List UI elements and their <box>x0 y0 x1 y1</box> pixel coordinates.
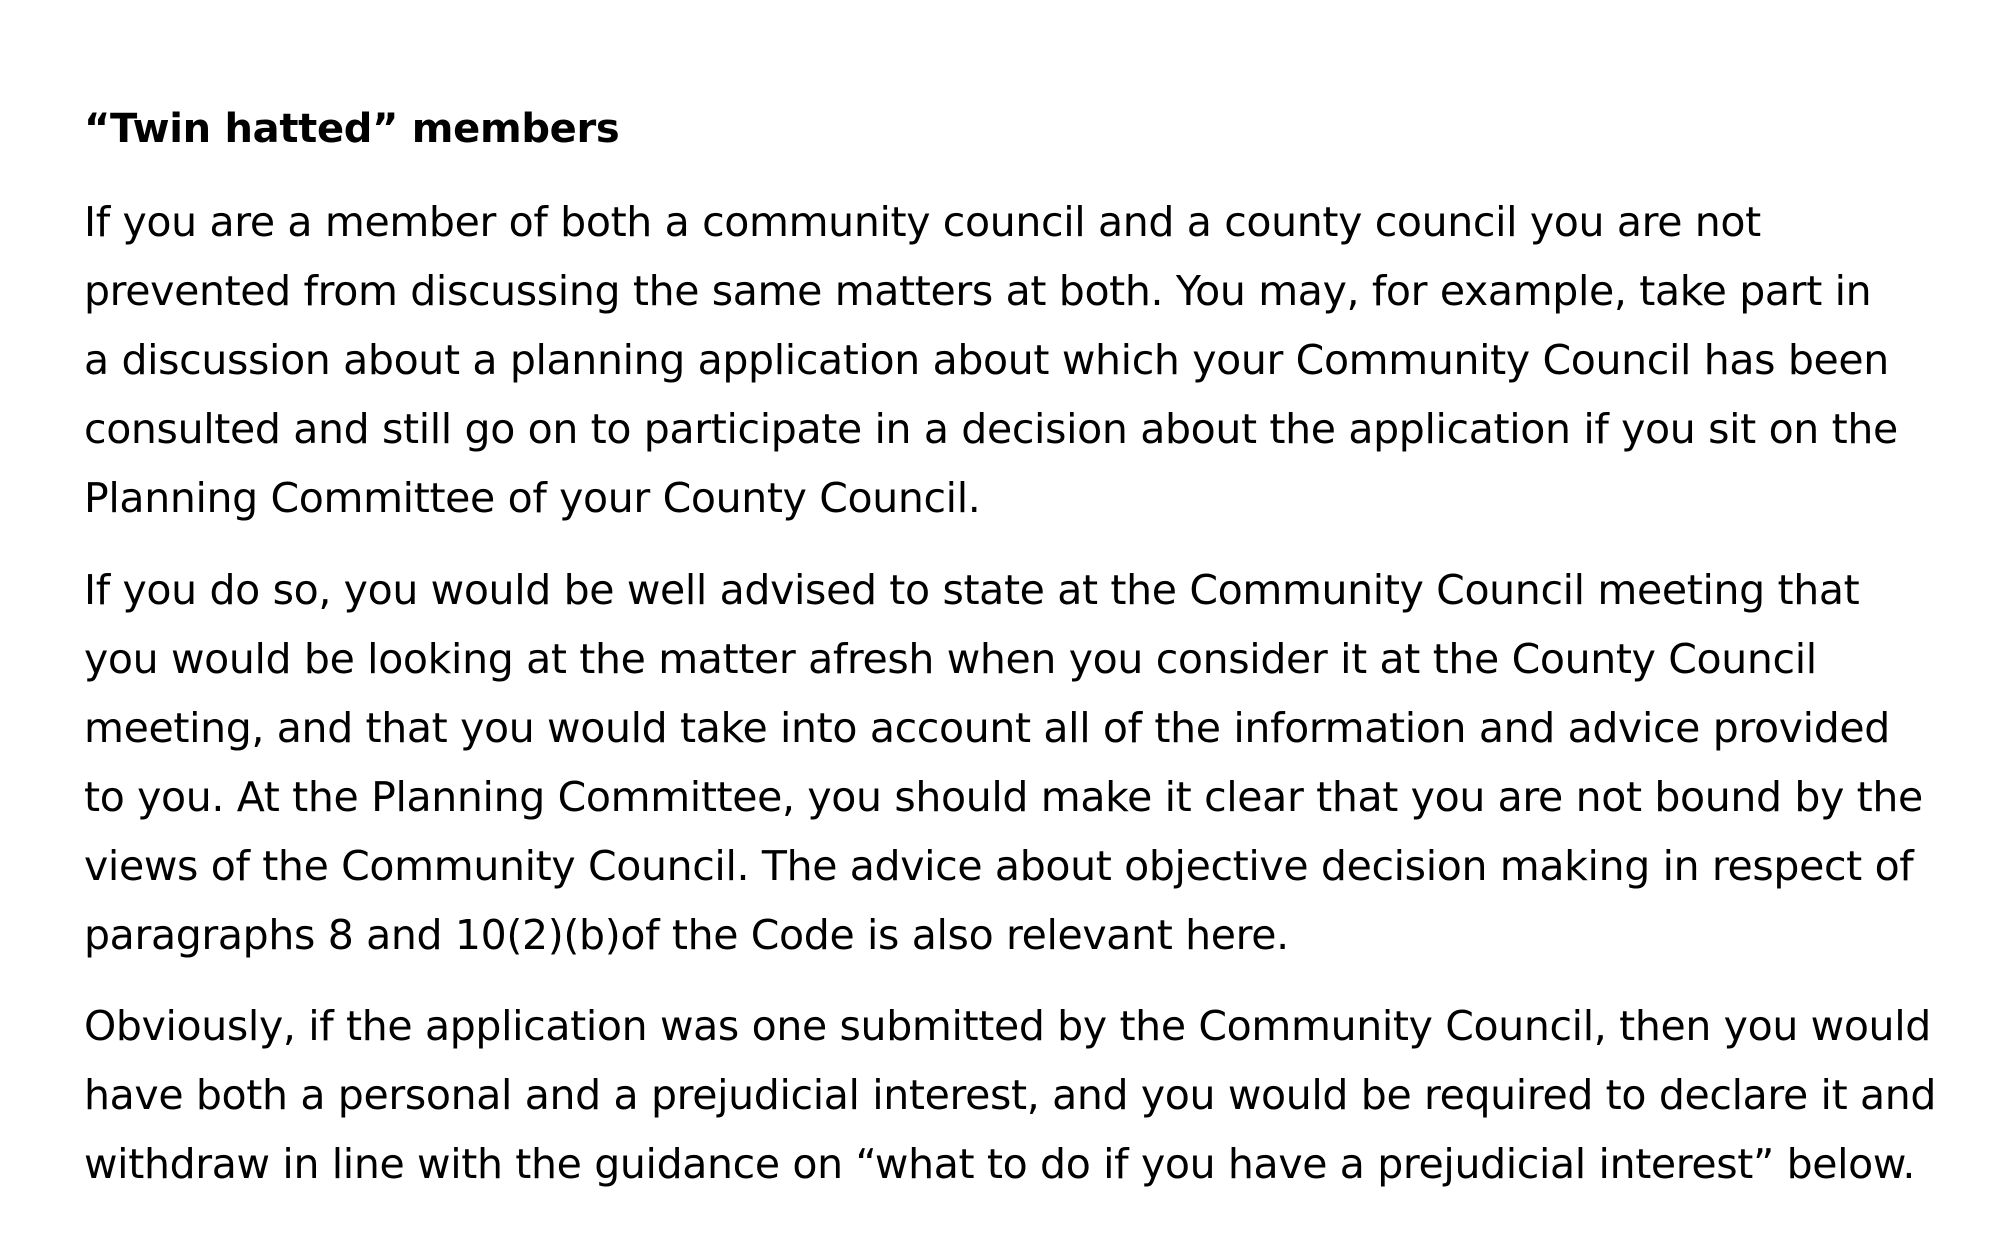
paragraph-line: views of the Community Council. The advice about objective decision making in respect of <box>84 842 1914 890</box>
paragraph-line: consulted and still go on to participate in a decision about the application if you sit on the <box>84 405 1898 453</box>
paragraph-3 <box>84 992 1966 1199</box>
paragraph-line: Planning Committee of your County Council. <box>84 474 981 522</box>
paragraph-2 <box>84 556 1966 970</box>
paragraph-line: you would be looking at the matter afresh when you consider it at the County Council <box>84 635 1817 683</box>
paragraph-line: meeting, and that you would take into account all of the information and advice provided <box>84 704 1890 752</box>
paragraph-line: to you. At the Planning Committee, you should make it clear that you are not bound by the <box>84 773 1923 821</box>
paragraph-line: Obviously, if the application was one submitted by the Community Council, then you would <box>84 1002 1931 1050</box>
paragraph-line: If you do so, you would be well advised to state at the Community Council meeting that <box>84 566 1860 614</box>
paragraph-line: a discussion about a planning application about which your Community Council has been <box>84 336 1889 384</box>
document-body <box>84 103 1966 1199</box>
paragraph-line: prevented from discussing the same matters at both. You may, for example, take part in <box>84 267 1872 315</box>
paragraph-1 <box>84 188 1966 533</box>
section-heading: “Twin hatted” members <box>84 106 620 152</box>
paragraph-line: withdraw in line with the guidance on “what to do if you have a prejudicial interest” below. <box>84 1140 1916 1188</box>
paragraph-line: have both a personal and a prejudicial interest, and you would be required to declare it and <box>84 1071 1937 1119</box>
paragraph-line: If you are a member of both a community council and a county council you are not <box>84 198 1761 246</box>
paragraph-line: paragraphs 8 and 10(2)(b)of the Code is also relevant here. <box>84 911 1289 959</box>
